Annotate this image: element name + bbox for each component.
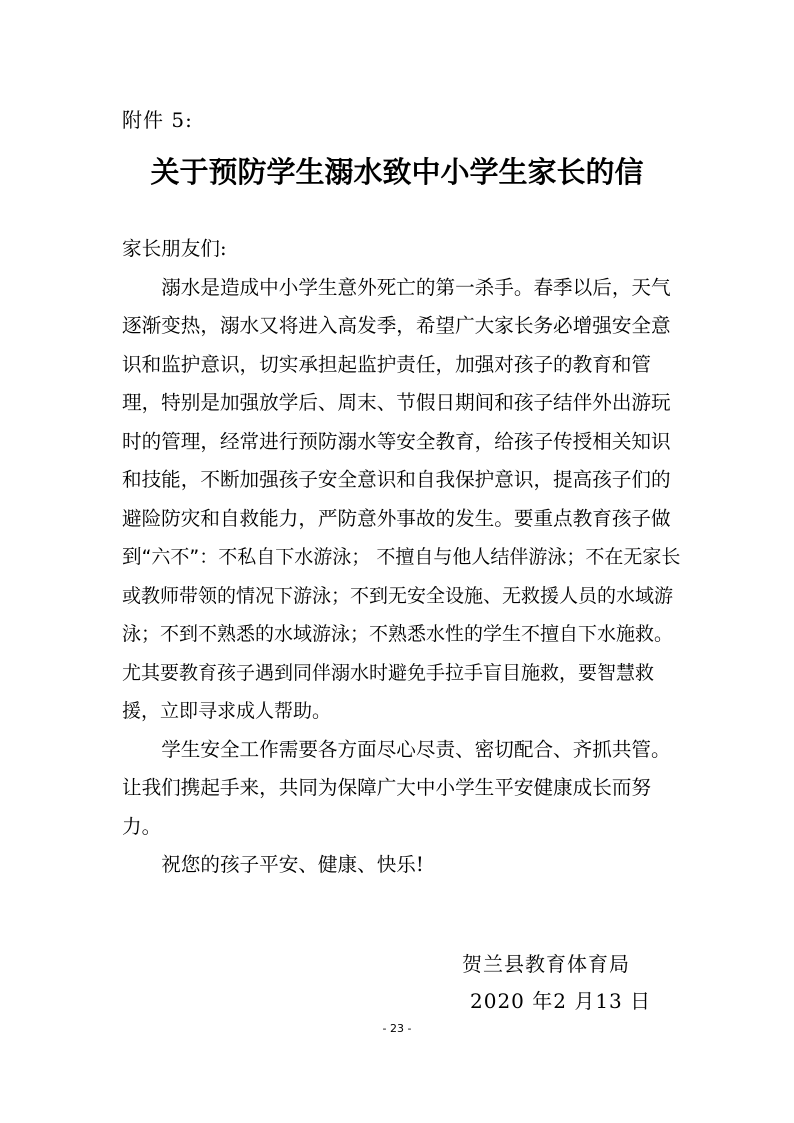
paragraph-cooperation: 学生安全工作需要各方面尽心尽责、密切配合、齐抓共管。让我们携起手来，共同为保障广大中小学生平安健康成长而努力。 bbox=[122, 737, 671, 838]
attachment-label: 附件 5: bbox=[122, 108, 193, 132]
paragraph-main bbox=[122, 269, 682, 731]
salutation: 家长朋友们: bbox=[122, 237, 227, 260]
paragraph-wishes: 祝您的孩子平安、健康、快乐! bbox=[161, 853, 424, 876]
letter-title: 关于预防学生溺水致中小学生家长的信 bbox=[150, 155, 644, 189]
paragraph-main-text: 溺水是造成中小学生意外死亡的第一杀手。春季以后，天气逐渐变热，溺水又将进入高发季，希望广大家长务必增强安全意识和监护意识，切实承担起监护责任，加强对孩子的教育和管理，特别是加强放学后、周末、节假日期间和孩子结伴外出游玩时的管理，经常进行预防溺水等安全教育，给孩子传授相关知识和技能，不断加强孩子安全意识和自我保护意识，提高孩子们的避险防灾和自救能力，严防意外事故的发生。要重点教育孩子做到 bbox=[122, 275, 671, 568]
page-number: - 23 - bbox=[382, 1022, 412, 1035]
letter-body bbox=[122, 230, 682, 885]
signature-date: 2020 年2 月13 日 bbox=[470, 989, 652, 1013]
signature-organization: 贺兰县教育体育局 bbox=[462, 952, 630, 976]
six-rules-emphasis: “六不”：不私自下水游泳； 不擅自与他人结伴游泳；不在无家长或教师带领的情况下游泳；不到无安全设施、无救援人员的水域游泳；不到不熟悉的水域游泳；不熟悉水性的学生不擅自下水施救。尤其要教育孩子遇到同伴溺水时避免手拉手盲目施救，要智慧救援，立即寻求成人帮助。 bbox=[122, 546, 681, 722]
